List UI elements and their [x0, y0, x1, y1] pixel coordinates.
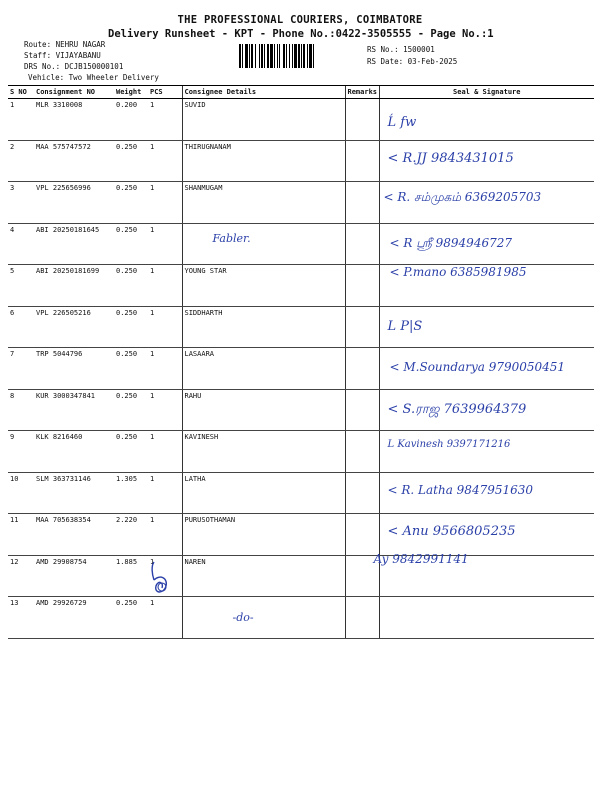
- row-remarks: [345, 265, 379, 307]
- row-pcs-text: 1: [150, 308, 155, 317]
- row-pcs: [148, 182, 182, 224]
- handwritten-consignee: Fabler.: [212, 231, 251, 245]
- row-consignment-no-text: VPL 226505216: [36, 308, 91, 317]
- row-pcs: [148, 306, 182, 348]
- row-signature-cell: [379, 99, 594, 141]
- row-consignee-text: THIRUGNANAM: [184, 142, 231, 151]
- row-consignment-no-text: SLM 363731146: [36, 474, 91, 483]
- row-pcs-text: 1: [150, 433, 155, 441]
- runsheet-table: [8, 85, 594, 639]
- col-header-pcs: PCS: [148, 86, 182, 99]
- row-consignee-text: LATHA: [184, 474, 206, 483]
- row-consignment-no-text: MAA 705638354: [36, 516, 91, 524]
- row-pcs: [148, 265, 182, 307]
- row-weight-text: 0.250: [116, 433, 138, 441]
- row-consignment-no: [34, 306, 114, 348]
- row-remarks: [345, 306, 379, 348]
- row-consignment-no: [34, 597, 114, 639]
- row-weight-text: 0.200: [116, 101, 138, 109]
- company-title: THE PROFESSIONAL COURIERS, COIMBATORE: [177, 14, 423, 26]
- row-sno-text: 2: [10, 142, 15, 151]
- row-consignment-no: [34, 555, 114, 597]
- row-consignee: [182, 223, 345, 265]
- row-consignee: [182, 99, 345, 141]
- row-sno: [8, 514, 34, 556]
- row-pcs-text: 1: [150, 557, 155, 566]
- route-label: Route: NEHRU NAGAR: [24, 40, 106, 49]
- row-consignment-no: [34, 265, 114, 307]
- row-consignment-no-text: KLK 8216460: [36, 433, 83, 441]
- row-sno: [8, 389, 34, 431]
- row-signature-cell: [379, 182, 594, 224]
- row-weight-text: 0.250: [116, 142, 138, 151]
- row-sno: [8, 182, 34, 224]
- row-pcs-text: 1: [150, 184, 155, 192]
- row-signature-cell: [373, 551, 594, 597]
- row-pcs: [148, 472, 182, 514]
- stamp-mark: [148, 557, 174, 598]
- row-weight: [114, 389, 148, 431]
- row-weight: [114, 182, 148, 224]
- table-row: [8, 306, 594, 348]
- row-sno: [8, 140, 34, 182]
- row-consignment-no: [34, 514, 114, 556]
- row-signature-cell: [379, 389, 594, 431]
- handwritten-signature: < M.Soundarya 9790050451: [389, 360, 566, 374]
- row-consignment-no: [34, 389, 114, 431]
- row-weight: [114, 597, 148, 639]
- row-pcs: [148, 597, 182, 639]
- row-consignment-no: [34, 140, 114, 182]
- row-consignee: [182, 306, 345, 348]
- row-signature-cell: [379, 348, 594, 390]
- handwritten-signature: < R. சம்முகம் 6369205703: [383, 190, 542, 204]
- row-consignee: [182, 555, 345, 597]
- col-header-consignee: Consignee Details: [182, 86, 345, 99]
- row-consignment-no: [34, 223, 114, 265]
- row-weight: [114, 431, 148, 473]
- row-consignment-no-text: AMD 29908754: [36, 557, 87, 566]
- row-consignment-no-text: MAA 575747572: [36, 142, 91, 151]
- row-weight-text: 0.250: [116, 599, 138, 607]
- table-row: [8, 265, 594, 307]
- row-weight-text: 2.220: [116, 516, 138, 524]
- row-weight-text: 0.250: [116, 225, 138, 234]
- row-weight: [114, 140, 148, 182]
- row-sno: [8, 223, 34, 265]
- row-weight: [114, 99, 148, 141]
- row-consignee-text: SHANMUGAM: [184, 184, 223, 192]
- row-signature-cell: [379, 472, 594, 514]
- row-consignment-no-text: TRP 5044796: [36, 350, 83, 358]
- row-pcs-text: 1: [150, 142, 155, 151]
- row-consignee: [182, 431, 345, 473]
- handwritten-signature: L Kavinesh 9397171216: [387, 439, 511, 450]
- row-remarks: [345, 99, 379, 141]
- row-remarks: [345, 140, 379, 182]
- handwritten-signature: L P|S: [387, 318, 423, 334]
- row-sno-text: 5: [10, 267, 15, 275]
- row-sno: [8, 431, 34, 473]
- row-weight: [114, 265, 148, 307]
- table-row: [8, 389, 594, 431]
- table-row: [8, 182, 594, 224]
- row-sno-text: 12: [10, 557, 19, 566]
- rs-number: RS No.: 1500001: [367, 45, 435, 54]
- table-row: [8, 555, 594, 597]
- row-pcs-text: 1: [150, 599, 155, 607]
- row-sno-text: 6: [10, 308, 15, 317]
- row-consignee-text: YOUNG STAR: [184, 267, 227, 275]
- row-consignee: [182, 514, 345, 556]
- row-weight-text: 1.885: [116, 557, 138, 566]
- row-consignee-text: RAHU: [184, 391, 202, 400]
- row-signature-cell: [379, 140, 594, 182]
- row-pcs-text: 1: [150, 225, 155, 234]
- row-consignee: [182, 182, 345, 224]
- row-signature-cell: [379, 265, 594, 307]
- row-consignee: [182, 140, 345, 182]
- row-weight: [114, 223, 148, 265]
- row-sno-text: 9: [10, 433, 15, 441]
- row-pcs: [148, 99, 182, 141]
- row-weight: [114, 306, 148, 348]
- row-weight: [114, 555, 148, 597]
- col-header-remarks: Remarks: [345, 86, 379, 99]
- row-remarks: [345, 472, 379, 514]
- row-weight: [114, 472, 148, 514]
- row-consignment-no: [34, 472, 114, 514]
- table-row: [8, 223, 594, 265]
- row-consignee-text: SUVID: [184, 101, 206, 109]
- vehicle-label: Vehicle: Two Wheeler Delivery: [28, 73, 159, 82]
- row-signature-cell: [379, 597, 594, 639]
- row-remarks: [345, 348, 379, 390]
- row-weight-text: 0.250: [116, 350, 138, 358]
- table-row: [8, 140, 594, 182]
- row-signature-cell: [379, 306, 594, 348]
- row-signature-cell: [379, 223, 594, 265]
- table-row: [8, 431, 594, 473]
- row-consignee: [182, 389, 345, 431]
- row-sno-text: 7: [10, 350, 15, 358]
- row-pcs-text: 1: [150, 101, 155, 109]
- handwritten-signature: Ĺ fw: [387, 115, 417, 130]
- row-sno: [8, 348, 34, 390]
- row-consignment-no-text: KUR 3000347841: [36, 391, 96, 400]
- row-pcs-text: 1: [150, 474, 155, 483]
- row-remarks: [345, 597, 379, 639]
- col-header-sno: S NO: [8, 86, 34, 99]
- table-row: [8, 348, 594, 390]
- row-signature-cell: [379, 431, 594, 473]
- row-consignment-no-text: ABI 20250181699: [36, 267, 100, 275]
- handwritten-signature: < P.mano 6385981985: [389, 265, 527, 279]
- row-sno: [8, 472, 34, 514]
- table-row: [8, 597, 594, 639]
- row-consignee-text: LASAARA: [184, 350, 215, 358]
- row-consignee: [182, 348, 345, 390]
- runsheet-subtitle: Delivery Runsheet - KPT - Phone No.:0422-3505555 - Page No.:1: [108, 28, 494, 40]
- row-consignment-no: [34, 182, 114, 224]
- row-remarks: [345, 223, 379, 265]
- handwritten-signature: < R.JJ 9843431015: [387, 150, 514, 166]
- row-consignee-text: SIDDHARTH: [184, 308, 223, 317]
- row-consignee: [182, 472, 345, 514]
- col-header-consignment: Consignment NO: [34, 86, 114, 99]
- row-consignment-no: [34, 99, 114, 141]
- row-sno-text: 13: [10, 599, 19, 607]
- table-row: [8, 472, 594, 514]
- row-pcs-text: 1: [150, 516, 155, 524]
- handwritten-signature: < R ஸ்ரீ 9894946727: [389, 235, 512, 250]
- row-pcs: [148, 140, 182, 182]
- row-sno: [8, 265, 34, 307]
- row-pcs-text: 1: [150, 391, 155, 400]
- row-remarks: [345, 514, 379, 556]
- row-consignment-no: [34, 431, 114, 473]
- row-consignment-no: [34, 348, 114, 390]
- table-row: [8, 514, 594, 556]
- row-sno-text: 11: [10, 516, 19, 524]
- handwritten-signature: < R. Latha 9847951630: [387, 482, 534, 497]
- row-weight-text: 0.250: [116, 267, 138, 275]
- table-header-row: [8, 86, 594, 99]
- drs-number: DRS No.: DCJB150000101: [24, 62, 124, 71]
- row-weight-text: 0.250: [116, 391, 138, 400]
- row-consignment-no-text: MLR 3310008: [36, 101, 83, 109]
- row-sno: [8, 99, 34, 141]
- staff-label: Staff: VIJAYABANU: [24, 51, 101, 60]
- row-sno-text: 10: [10, 474, 19, 483]
- handwritten-consignee: -do-: [232, 611, 254, 624]
- col-header-seal: Seal & Signature: [379, 86, 594, 99]
- row-consignment-no-text: AMD 29926729: [36, 599, 87, 607]
- row-weight-text: 0.250: [116, 308, 138, 317]
- row-remarks: [345, 389, 379, 431]
- row-consignment-no-text: ABI 20250181645: [36, 225, 100, 234]
- row-consignee: [182, 597, 345, 639]
- row-consignment-no-text: VPL 225656996: [36, 184, 91, 192]
- row-sno: [8, 597, 34, 639]
- row-consignee-text: PURUSOTHAMAN: [184, 516, 236, 524]
- row-signature-cell: [379, 514, 594, 556]
- row-sno: [8, 555, 34, 597]
- row-weight: [114, 514, 148, 556]
- row-pcs: [148, 223, 182, 265]
- row-consignee: [182, 265, 345, 307]
- row-pcs-text: 1: [150, 350, 155, 358]
- table-row: [8, 99, 594, 141]
- row-weight: [114, 348, 148, 390]
- row-remarks: [345, 182, 379, 224]
- row-consignee-text: NAREN: [184, 557, 206, 566]
- row-pcs: [148, 348, 182, 390]
- row-pcs: [148, 389, 182, 431]
- row-pcs: [148, 514, 182, 556]
- row-sno-text: 4: [10, 225, 15, 234]
- handwritten-signature: < S.ராஜ 7639964379: [387, 401, 527, 417]
- row-consignee-text: KAVINESH: [184, 433, 219, 441]
- row-weight-text: 1.305: [116, 474, 138, 483]
- row-sno: [8, 306, 34, 348]
- row-pcs-text: 1: [150, 267, 155, 275]
- rs-date: RS Date: 03-Feb-2025: [367, 57, 458, 66]
- handwritten-signature: Ay 9842991141: [373, 551, 469, 566]
- row-weight-text: 0.250: [116, 184, 138, 192]
- handwritten-signature: < Anu 9566805235: [387, 524, 516, 539]
- row-remarks: [345, 431, 379, 473]
- row-pcs: [148, 431, 182, 473]
- row-sno-text: 8: [10, 391, 15, 400]
- col-header-weight: Weight: [114, 86, 148, 99]
- row-sno-text: 3: [10, 184, 15, 192]
- row-sno-text: 1: [10, 101, 15, 109]
- barcode: [239, 44, 353, 68]
